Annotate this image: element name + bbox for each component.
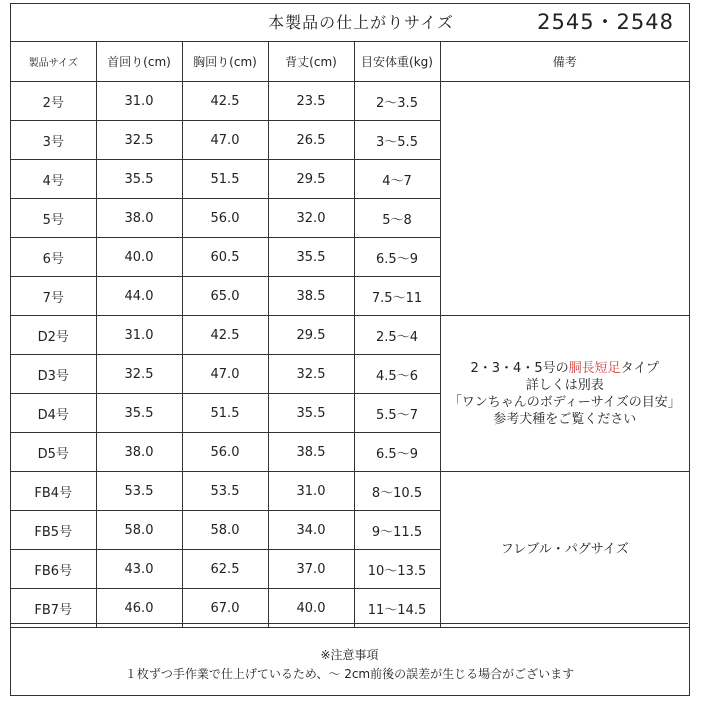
table-cell: 46.0 [96,589,182,628]
table-cell: 38.5 [268,277,354,316]
table-cell: 5〜8 [354,199,440,238]
table-cell: 4号 [11,160,96,199]
table-cell: 3号 [11,121,96,160]
table-cell: 58.0 [96,511,182,550]
table-cell: 23.5 [268,82,354,121]
table-cell: 35.5 [268,238,354,277]
table-cell: 44.0 [96,277,182,316]
table-cell: 5号 [11,199,96,238]
table-cell: FB7号 [11,589,96,628]
table-cell: 53.5 [96,472,182,511]
table-cell: 60.5 [182,238,268,277]
table-cell: D3号 [11,355,96,394]
table-cell: 35.5 [96,160,182,199]
table-cell: 29.5 [268,316,354,355]
table-header-row [11,41,689,82]
table-cell: 4.5〜6 [354,355,440,394]
table-cell: 58.0 [182,511,268,550]
table-cell: 2〜3.5 [354,82,440,121]
page-title: 本製品の仕上がりサイズ [268,13,454,32]
table-cell: 29.5 [268,160,354,199]
table-cell: D5号 [11,433,96,472]
note-line: 「ワンちゃんのボディーサイズの目安」 [448,394,681,410]
column-header: 首回り(cm) [96,41,182,82]
table-cell: 38.0 [96,433,182,472]
table-cell: 34.0 [268,511,354,550]
footer-text: １枚ずつ手作業で仕上げているため、〜 2cm前後の誤差が生じる場合がございます [124,667,575,681]
table-cell: 43.0 [96,550,182,589]
table-cell: 51.5 [182,394,268,433]
table-cell: 4〜7 [354,160,440,199]
table-cell: 31.0 [96,82,182,121]
table-cell: 40.0 [268,589,354,628]
column-header: 胸回り(cm) [182,41,268,82]
table-row [11,82,689,121]
table-cell: 62.5 [182,550,268,589]
highlight-text: 胴長短足 [568,360,621,376]
table-cell: 7.5〜11 [354,277,440,316]
table-cell: 47.0 [182,355,268,394]
footer-notes [11,623,688,695]
table-cell: FB4号 [11,472,96,511]
table-cell: 31.0 [268,472,354,511]
table-cell: 2号 [11,82,96,121]
table-cell: 11〜14.5 [354,589,440,628]
table-cell: FB6号 [11,550,96,589]
table-cell: 32.5 [96,121,182,160]
table-cell: 6号 [11,238,96,277]
table-cell: 47.0 [182,121,268,160]
table-cell: 65.0 [182,277,268,316]
column-header: 備考 [440,41,689,82]
table-cell: 35.5 [268,394,354,433]
table-cell: 56.0 [182,199,268,238]
note-cell-french-bulldog: フレブル・パグサイズ [440,472,689,628]
table-cell: 67.0 [182,589,268,628]
table-cell: 51.5 [182,160,268,199]
table-cell: 9〜11.5 [354,511,440,550]
table-cell: D2号 [11,316,96,355]
table-cell: 32.0 [268,199,354,238]
table-cell: 42.5 [182,82,268,121]
table-cell: 56.0 [182,433,268,472]
table-cell: 6.5〜9 [354,238,440,277]
size-chart-frame [10,3,690,696]
table-cell: FB5号 [11,511,96,550]
note-cell-short-leg [440,316,689,472]
product-code: 2545・2548 [537,10,674,34]
table-cell: 2.5〜4 [354,316,440,355]
table-cell: 42.5 [182,316,268,355]
table-cell: 37.0 [268,550,354,589]
table-cell: 6.5〜9 [354,433,440,472]
table-cell: D4号 [11,394,96,433]
column-header: 背丈(cm) [268,41,354,82]
table-cell: 38.5 [268,433,354,472]
note-line: 詳しくは別表 [525,377,604,393]
note-line: 参考犬種をご覧ください [493,411,637,427]
size-table [11,41,689,628]
table-cell: 10〜13.5 [354,550,440,589]
note-line [441,360,690,377]
table-cell: 7号 [11,277,96,316]
table-cell: 38.0 [96,199,182,238]
table-cell: 40.0 [96,238,182,277]
table-cell: 32.5 [268,355,354,394]
note-cell-standard [440,82,689,316]
table-row [11,472,689,511]
table-cell: 31.0 [96,316,182,355]
table-cell: 5.5〜7 [354,394,440,433]
table-cell: 53.5 [182,472,268,511]
table-cell: 35.5 [96,394,182,433]
title-row [11,4,688,42]
table-cell: 32.5 [96,355,182,394]
table-row [11,316,689,355]
note-text: タイプ [620,360,659,376]
table-cell: 26.5 [268,121,354,160]
table-cell: 8〜10.5 [354,472,440,511]
column-header: 目安体重(kg) [354,41,440,82]
footer-heading: ※注意事項 [320,648,379,662]
table-cell: 3〜5.5 [354,121,440,160]
note-text: 2・3・4・5号の [470,360,569,376]
column-header: 製品サイズ [11,41,96,82]
